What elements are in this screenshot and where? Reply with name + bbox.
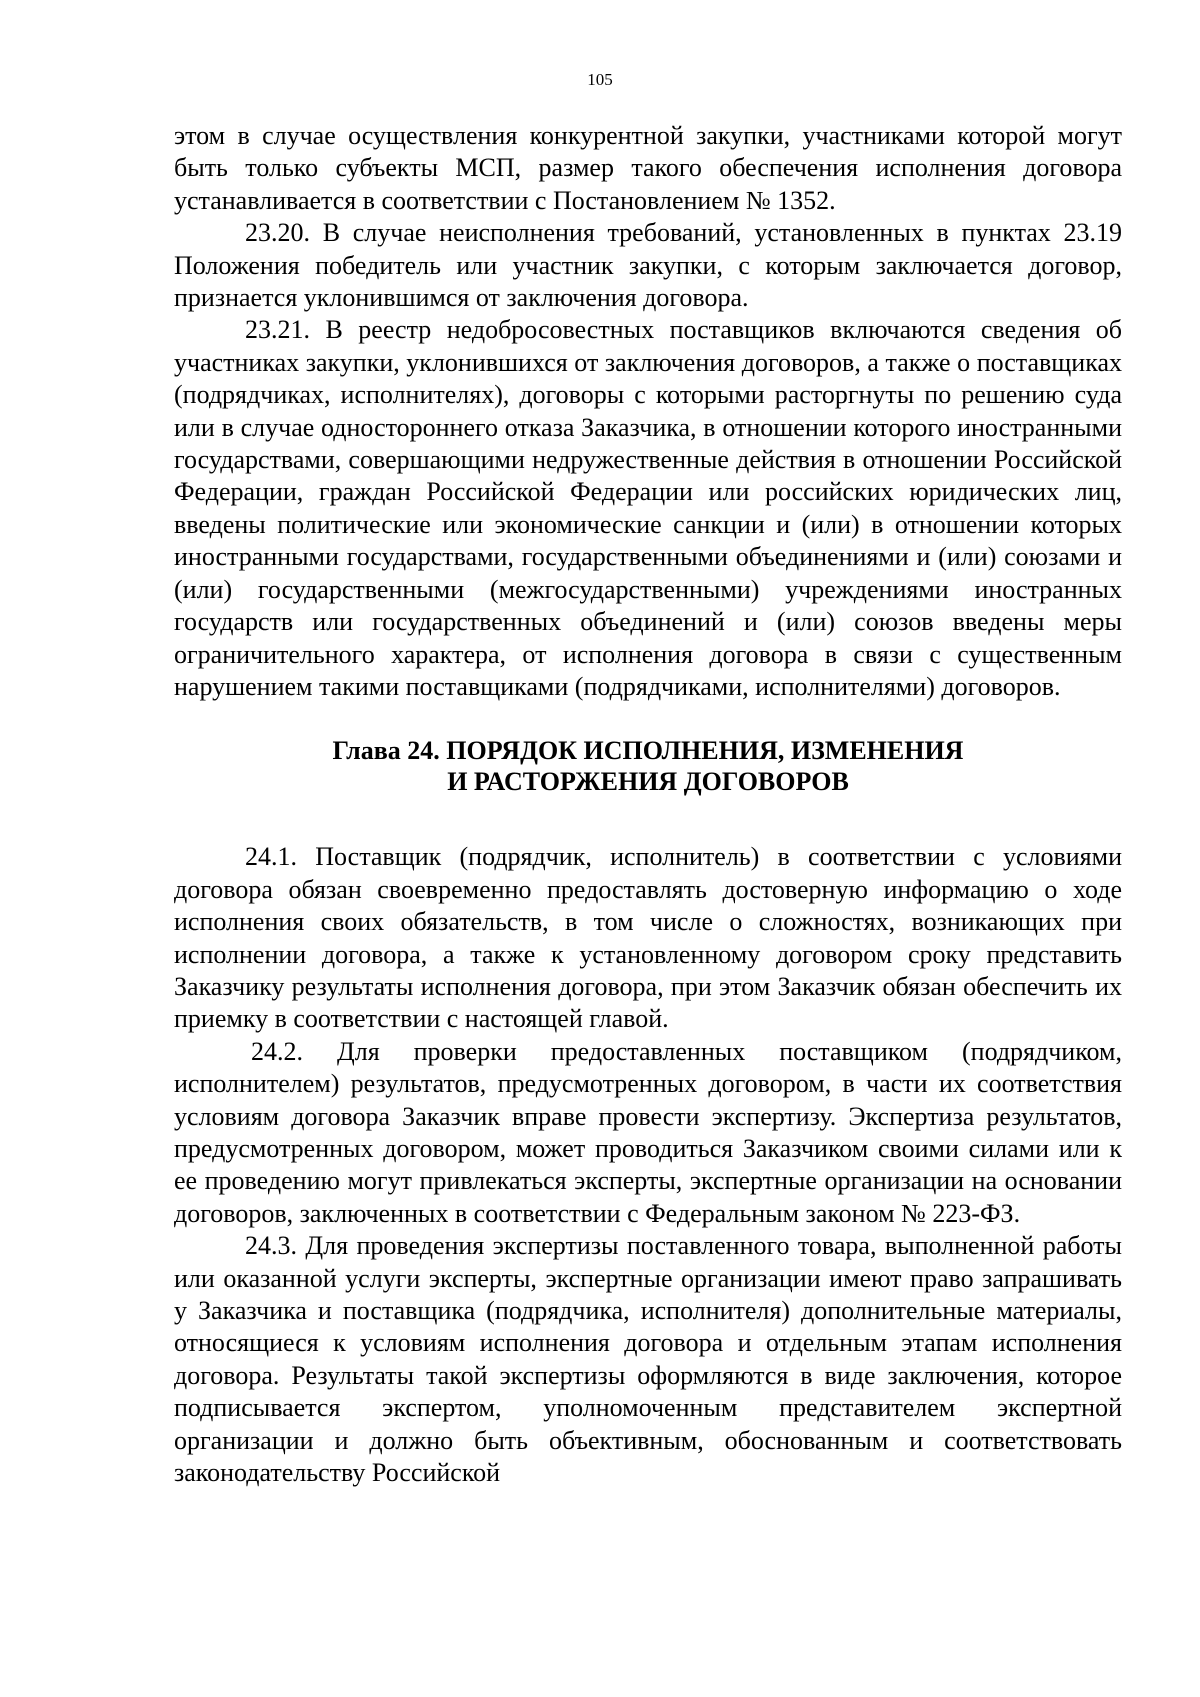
page-number: 105 xyxy=(587,70,613,89)
paragraph-24-3: 24.3. Для проведения экспертизы поставленного товара, выполненной работы или оказанной услуги эксперты, экспертные организации имеют право запрашивать у Заказчика и поставщика (подрядчика, исполнителя) дополнительные материалы, относящиеся к условиям исполнения договора и отдельным этапам исполнения договора. Результаты такой экспертизы оформляются в виде заключения, которое подписывается экспертом, уполномоченным представителем экспертной организации и должно быть объективным, обоснованным и соответствовать законодательству Российской xyxy=(174,1231,1122,1488)
paragraph-continuation: этом в случае осуществления конкурентной закупки, участниками которой могут быть только субъекты МСП, размер такого обеспечения исполнения договора устанавливается в соответствии с Постановлением № 1352. xyxy=(174,121,1122,215)
paragraph-23-21: 23.21. В реестр недобросовестных поставщиков включаются сведения об участниках закупки, уклонившихся от заключения договоров, а также о поставщиках (подрядчиках, исполнителях), договоры с которыми расторгнуты по решению суда или в случае одностороннего отказа Заказчика, в отношении которого иностранными государствами, совершающими недружественные действия в отношении Российской Федерации, граждан Российской Федерации или российских юридических лиц, введены политические или экономические санкции и (или) в отношении которых иностранными государствами, государственными объединениями и (или) союзами и (или) государственными (межгосударственными) учреждениями иностранных государств или государственных объединений и (или) союзов введены меры ограничительного характера, от исполнения договора в связи с существенным нарушением такими поставщиками (подрядчиками, исполнителями) договоров. xyxy=(174,315,1122,701)
document-body xyxy=(174,120,1122,1489)
paragraph-24-1: 24.1. Поставщик (подрядчик, исполнитель) в соответствии с условиями договора обязан своевременно предоставлять достоверную информацию о ходе исполнения своих обязательств, в том числе о сложностях, возникающих при исполнении договора, а также к установленному договором сроку представить Заказчику результаты исполнения договора, при этом Заказчик обязан обеспечить их приемку в соответствии с настоящей главой. xyxy=(174,842,1122,1034)
chapter-title-line-2: И РАСТОРЖЕНИЯ ДОГОВОРОВ xyxy=(447,767,849,797)
paragraph-23-20: 23.20. В случае неисполнения требований, установленных в пунктах 23.19 Положения победитель или участник закупки, с которым заключается договор, признается уклонившимся от заключения договора. xyxy=(174,218,1122,313)
chapter-title xyxy=(174,735,1122,797)
chapter-title-line-1: Глава 24. ПОРЯДОК ИСПОЛНЕНИЯ, ИЗМЕНЕНИЯ xyxy=(332,736,964,766)
paragraph-24-2: 24.2. Для проверки предоставленных поставщиком (подрядчиком, исполнителем) результатов, предусмотренных договором, в части их соответствия условиям договора Заказчик вправе провести экспертизу. Экспертиза результатов, предусмотренных договором, может проводиться Заказчиком своими силами или к ее проведению могут привлекаться эксперты, экспертные организации на основании договоров, заключенных в соответствии с Федеральным законом № 223-ФЗ. xyxy=(174,1036,1122,1228)
